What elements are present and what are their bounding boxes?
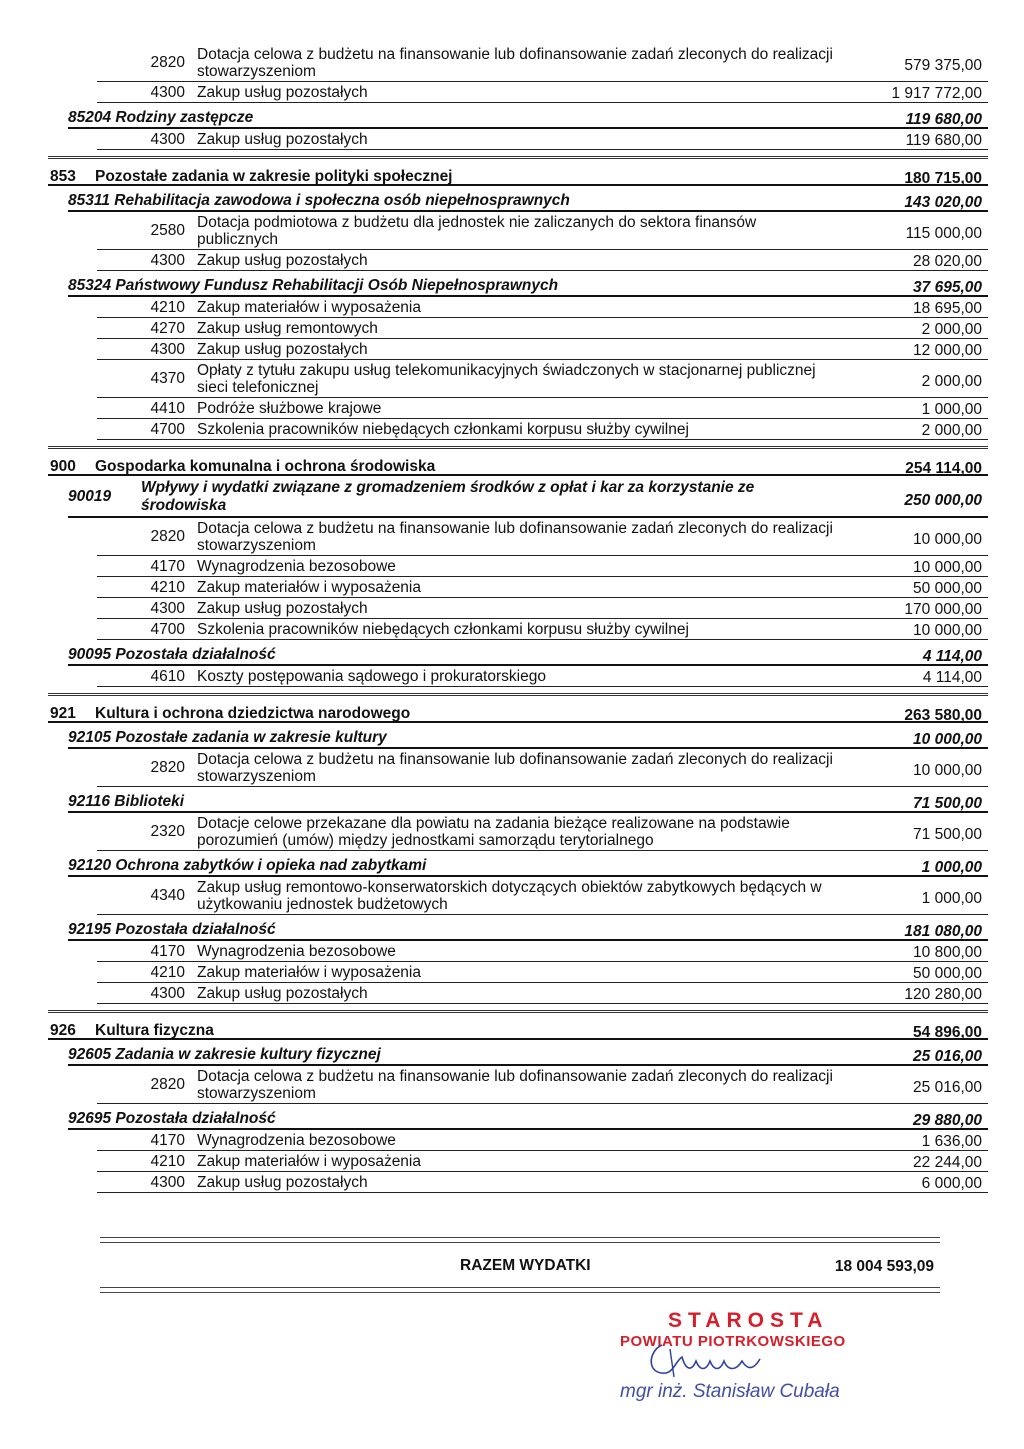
section-row bbox=[48, 1010, 988, 1040]
paragraph-code: 2820 bbox=[150, 1076, 185, 1093]
section-amount: 54 896,00 bbox=[913, 1024, 982, 1041]
chapter-title bbox=[68, 192, 570, 209]
chapter-row bbox=[68, 789, 988, 813]
paragraph-code: 4170 bbox=[150, 943, 185, 960]
chapter-title bbox=[68, 277, 558, 294]
stamp-office: POWIATU PIOTRKOWSKIEGO bbox=[620, 1333, 846, 1350]
paragraph-row bbox=[97, 297, 988, 318]
chapter-code: 92105 bbox=[68, 729, 112, 746]
paragraph-row bbox=[97, 556, 988, 577]
chapter-code: 90019 bbox=[68, 488, 112, 505]
section-row bbox=[48, 693, 988, 723]
paragraph-code: 4700 bbox=[150, 621, 185, 638]
signature-icon bbox=[640, 1331, 790, 1383]
chapter-name: Ochrona zabytków i opieka nad zabytkami bbox=[115, 857, 427, 874]
paragraph-code: 4300 bbox=[150, 600, 185, 617]
paragraph-row bbox=[97, 666, 988, 687]
paragraph-row bbox=[97, 577, 988, 598]
paragraph-code: 4210 bbox=[150, 579, 185, 596]
section-row bbox=[48, 156, 988, 186]
paragraph-amount: 71 500,00 bbox=[913, 826, 982, 843]
paragraph-amount: 170 000,00 bbox=[904, 601, 982, 618]
paragraph-code: 4700 bbox=[150, 421, 185, 438]
paragraph-description: Koszty postępowania sądowego i prokuratorskiego bbox=[197, 668, 546, 685]
total-row bbox=[100, 1243, 940, 1287]
chapter-code: 85324 bbox=[68, 277, 112, 294]
chapter-amount: 4 114,00 bbox=[922, 648, 982, 665]
paragraph-description: Zakup usług pozostałych bbox=[197, 84, 368, 101]
paragraph-description: Dotacje celowe przekazane dla powiatu na zadania bieżące realizowane na podstawie porozumień (umów) między jednostkami samorządu terytorialnego bbox=[197, 815, 790, 849]
chapter-amount: 10 000,00 bbox=[913, 731, 982, 748]
paragraph-description: Wynagrodzenia bezosobowe bbox=[197, 558, 396, 575]
paragraph-row bbox=[97, 941, 988, 962]
chapter-name: Pozostała działalność bbox=[115, 921, 276, 938]
chapter-amount: 119 680,00 bbox=[905, 111, 982, 128]
section-title: Gospodarka komunalna i ochrona środowiska bbox=[95, 458, 436, 475]
section-amount: 180 715,00 bbox=[904, 170, 982, 187]
paragraph-code: 2320 bbox=[150, 823, 185, 840]
chapter-row bbox=[68, 853, 988, 877]
paragraph-description: Zakup usług remontowo-konserwatorskich dotyczących obiektów zabytkowych będących w użytkowaniu jednostek budżetowych bbox=[197, 879, 822, 913]
paragraph-code: 4270 bbox=[150, 320, 185, 337]
chapter-amount: 181 080,00 bbox=[904, 923, 982, 940]
section-code: 921 bbox=[50, 705, 76, 722]
paragraph-description: Dotacja celowa z budżetu na finansowanie lub dofinansowanie zadań zleconych do realizacji stowarzyszeniom bbox=[197, 751, 833, 785]
paragraph-description: Zakup materiałów i wyposażenia bbox=[197, 579, 421, 596]
paragraph-amount: 119 680,00 bbox=[905, 132, 982, 149]
paragraph-code: 4370 bbox=[150, 370, 185, 387]
signatory-name: mgr inż. Stanisław Cubała bbox=[620, 1381, 840, 1402]
chapter-name: Rodziny zastępcze bbox=[115, 109, 254, 126]
paragraph-amount: 1 000,00 bbox=[921, 401, 982, 418]
paragraph-code: 4170 bbox=[150, 558, 185, 575]
paragraph-amount: 10 000,00 bbox=[913, 622, 982, 639]
paragraph-description: Zakup usług pozostałych bbox=[197, 1174, 368, 1191]
paragraph-amount: 28 020,00 bbox=[913, 253, 982, 270]
chapter-row bbox=[68, 188, 988, 212]
official-stamp bbox=[610, 1305, 870, 1415]
chapter-row bbox=[68, 1106, 988, 1130]
section-amount: 254 114,00 bbox=[905, 460, 982, 477]
paragraph-code: 2820 bbox=[150, 54, 185, 71]
paragraph-code: 4410 bbox=[150, 400, 185, 417]
paragraph-amount: 2 000,00 bbox=[921, 422, 982, 439]
paragraph-row bbox=[97, 619, 988, 640]
paragraph-code: 4300 bbox=[150, 341, 185, 358]
paragraph-description: Zakup materiałów i wyposażenia bbox=[197, 1153, 421, 1170]
chapter-title bbox=[68, 109, 253, 126]
paragraph-amount: 120 280,00 bbox=[904, 986, 982, 1003]
section-title: Kultura i ochrona dziedzictwa narodowego bbox=[95, 705, 411, 722]
section-title: Pozostałe zadania w zakresie polityki społecznej bbox=[95, 168, 453, 185]
paragraph-row bbox=[97, 813, 988, 851]
section-title: Kultura fizyczna bbox=[95, 1022, 214, 1039]
paragraph-row bbox=[97, 877, 988, 915]
chapter-row bbox=[68, 1042, 988, 1066]
paragraph-code: 4610 bbox=[150, 668, 185, 685]
chapter-code: 92120 bbox=[68, 857, 112, 874]
paragraph-row bbox=[97, 1172, 988, 1193]
paragraph-code: 4210 bbox=[150, 1153, 185, 1170]
paragraph-amount: 4 114,00 bbox=[922, 669, 982, 686]
chapter-title bbox=[68, 729, 387, 746]
paragraph-row bbox=[97, 212, 988, 250]
chapter-name: Pozostałe zadania w zakresie kultury bbox=[115, 729, 387, 746]
chapter-amount: 25 016,00 bbox=[913, 1048, 982, 1065]
chapter-name: Państwowy Fundusz Rehabilitacji Osób Niepełnosprawnych bbox=[115, 277, 559, 294]
paragraph-description: Szkolenia pracowników niebędących członkami korpusu służby cywilnej bbox=[197, 421, 689, 438]
paragraph-row bbox=[97, 44, 988, 82]
paragraph-description: Zakup usług pozostałych bbox=[197, 252, 368, 269]
section-amount: 263 580,00 bbox=[904, 707, 982, 724]
paragraph-code: 2820 bbox=[150, 528, 185, 545]
chapter-code: 90095 bbox=[68, 646, 112, 663]
paragraph-row bbox=[97, 339, 988, 360]
paragraph-description: Szkolenia pracowników niebędących członkami korpusu służby cywilnej bbox=[197, 621, 689, 638]
chapter-row bbox=[68, 917, 988, 941]
paragraph-row bbox=[97, 1066, 988, 1104]
paragraph-code: 4210 bbox=[150, 299, 185, 316]
chapter-amount: 143 020,00 bbox=[904, 194, 982, 211]
paragraph-description: Wynagrodzenia bezosobowe bbox=[197, 1132, 396, 1149]
chapter-title bbox=[68, 646, 276, 663]
paragraph-row bbox=[97, 398, 988, 419]
chapter-title bbox=[68, 1046, 381, 1063]
paragraph-amount: 10 800,00 bbox=[913, 944, 982, 961]
chapter-title bbox=[68, 857, 426, 874]
paragraph-amount: 2 000,00 bbox=[921, 321, 982, 338]
chapter-title bbox=[68, 793, 184, 810]
paragraph-code: 4300 bbox=[150, 1174, 185, 1191]
chapter-name: Pozostała działalność bbox=[115, 1110, 276, 1127]
paragraph-row bbox=[97, 318, 988, 339]
paragraph-row bbox=[97, 82, 988, 103]
paragraph-description: Dotacja celowa z budżetu na finansowanie lub dofinansowanie zadań zleconych do realizacji stowarzyszeniom bbox=[197, 1068, 833, 1102]
chapter-row bbox=[68, 725, 988, 749]
paragraph-code: 4300 bbox=[150, 252, 185, 269]
chapter-name: Biblioteki bbox=[114, 793, 185, 810]
paragraph-code: 4300 bbox=[150, 84, 185, 101]
budget-table bbox=[48, 44, 988, 1193]
paragraph-amount: 1 636,00 bbox=[921, 1133, 982, 1150]
paragraph-amount: 25 016,00 bbox=[913, 1079, 982, 1096]
paragraph-description: Zakup usług remontowych bbox=[197, 320, 378, 337]
chapter-title bbox=[68, 921, 276, 938]
paragraph-row bbox=[97, 598, 988, 619]
paragraph-amount: 10 000,00 bbox=[913, 531, 982, 548]
paragraph-row bbox=[97, 962, 988, 983]
paragraph-row bbox=[97, 749, 988, 787]
paragraph-code: 4340 bbox=[150, 887, 185, 904]
chapter-amount: 71 500,00 bbox=[913, 795, 982, 812]
paragraph-amount: 2 000,00 bbox=[921, 373, 982, 390]
paragraph-description: Zakup usług pozostałych bbox=[197, 341, 368, 358]
paragraph-amount: 6 000,00 bbox=[921, 1175, 982, 1192]
chapter-name: Rehabilitacja zawodowa i społeczna osób niepełnosprawnych bbox=[114, 192, 570, 209]
chapter-amount: 1 000,00 bbox=[921, 859, 982, 876]
chapter-row bbox=[68, 642, 988, 666]
total-section bbox=[100, 1237, 940, 1293]
total-label: RAZEM WYDATKI bbox=[460, 1257, 591, 1274]
chapter-code: 92195 bbox=[68, 921, 112, 938]
paragraph-code: 2820 bbox=[150, 759, 185, 776]
paragraph-row bbox=[97, 1151, 988, 1172]
paragraph-description: Dotacja podmiotowa z budżetu dla jednostek nie zaliczanych do sektora finansów publicznych bbox=[197, 214, 757, 248]
chapter-code: 85311 bbox=[68, 192, 110, 209]
chapter-row bbox=[68, 105, 988, 129]
paragraph-row bbox=[97, 983, 988, 1004]
paragraph-description: Opłaty z tytułu zakupu usług telekomunikacyjnych świadczonych w stacjonarnej publicznej sieci telefonicznej bbox=[197, 362, 816, 396]
section-code: 900 bbox=[50, 458, 76, 475]
paragraph-description: Zakup materiałów i wyposażenia bbox=[197, 964, 421, 981]
paragraph-code: 4300 bbox=[150, 131, 185, 148]
paragraph-amount: 10 000,00 bbox=[913, 559, 982, 576]
chapter-name: Zadania w zakresie kultury fizycznej bbox=[115, 1046, 381, 1063]
paragraph-description: Dotacja celowa z budżetu na finansowanie lub dofinansowanie zadań zleconych do realizacji stowarzyszeniom bbox=[197, 46, 833, 80]
chapter-code: 92605 bbox=[68, 1046, 112, 1063]
paragraph-amount: 579 375,00 bbox=[904, 57, 982, 74]
paragraph-code: 4170 bbox=[150, 1132, 185, 1149]
paragraph-code: 2580 bbox=[150, 222, 185, 239]
paragraph-amount: 1 000,00 bbox=[921, 890, 982, 907]
chapter-amount: 37 695,00 bbox=[913, 279, 982, 296]
chapter-code: 92695 bbox=[68, 1110, 112, 1127]
chapter-name: Pozostała działalność bbox=[115, 646, 276, 663]
paragraph-amount: 50 000,00 bbox=[913, 580, 982, 597]
paragraph-code: 4300 bbox=[150, 985, 185, 1002]
paragraph-description: Podróże służbowe krajowe bbox=[197, 400, 382, 417]
chapter-row bbox=[68, 273, 988, 297]
chapter-amount: 250 000,00 bbox=[904, 492, 982, 509]
section-code: 853 bbox=[50, 168, 76, 185]
paragraph-row bbox=[97, 518, 988, 556]
paragraph-amount: 1 917 772,00 bbox=[891, 85, 982, 102]
chapter-row bbox=[68, 478, 988, 518]
paragraph-amount: 18 695,00 bbox=[913, 300, 982, 317]
chapter-name: Wpływy i wydatki związane z gromadzeniem środków z opłat i kar za korzystanie ze środowiska bbox=[141, 479, 755, 514]
paragraph-description: Zakup usług pozostałych bbox=[197, 985, 368, 1002]
total-amount: 18 004 593,09 bbox=[834, 1258, 934, 1275]
paragraph-row bbox=[97, 360, 988, 398]
paragraph-row bbox=[97, 129, 988, 150]
paragraph-row bbox=[97, 419, 988, 440]
chapter-code: 92116 bbox=[68, 793, 110, 810]
paragraph-amount: 50 000,00 bbox=[913, 965, 982, 982]
paragraph-amount: 22 244,00 bbox=[913, 1154, 982, 1171]
paragraph-description: Dotacja celowa z budżetu na finansowanie lub dofinansowanie zadań zleconych do realizacji stowarzyszeniom bbox=[197, 520, 833, 554]
paragraph-amount: 10 000,00 bbox=[913, 762, 982, 779]
paragraph-description: Zakup usług pozostałych bbox=[197, 131, 368, 148]
paragraph-description: Wynagrodzenia bezosobowe bbox=[197, 943, 396, 960]
paragraph-row bbox=[97, 250, 988, 271]
paragraph-description: Zakup usług pozostałych bbox=[197, 600, 368, 617]
paragraph-amount: 12 000,00 bbox=[913, 342, 982, 359]
paragraph-code: 4210 bbox=[150, 964, 185, 981]
chapter-amount: 29 880,00 bbox=[913, 1112, 982, 1129]
paragraph-amount: 115 000,00 bbox=[905, 225, 982, 242]
divider bbox=[100, 1287, 940, 1293]
section-code: 926 bbox=[50, 1022, 76, 1039]
chapter-title bbox=[68, 1110, 276, 1127]
paragraph-row bbox=[97, 1130, 988, 1151]
stamp-title: STAROSTA bbox=[668, 1309, 829, 1332]
chapter-code: 85204 bbox=[68, 109, 112, 126]
paragraph-description: Zakup materiałów i wyposażenia bbox=[197, 299, 421, 316]
section-row bbox=[48, 446, 988, 476]
